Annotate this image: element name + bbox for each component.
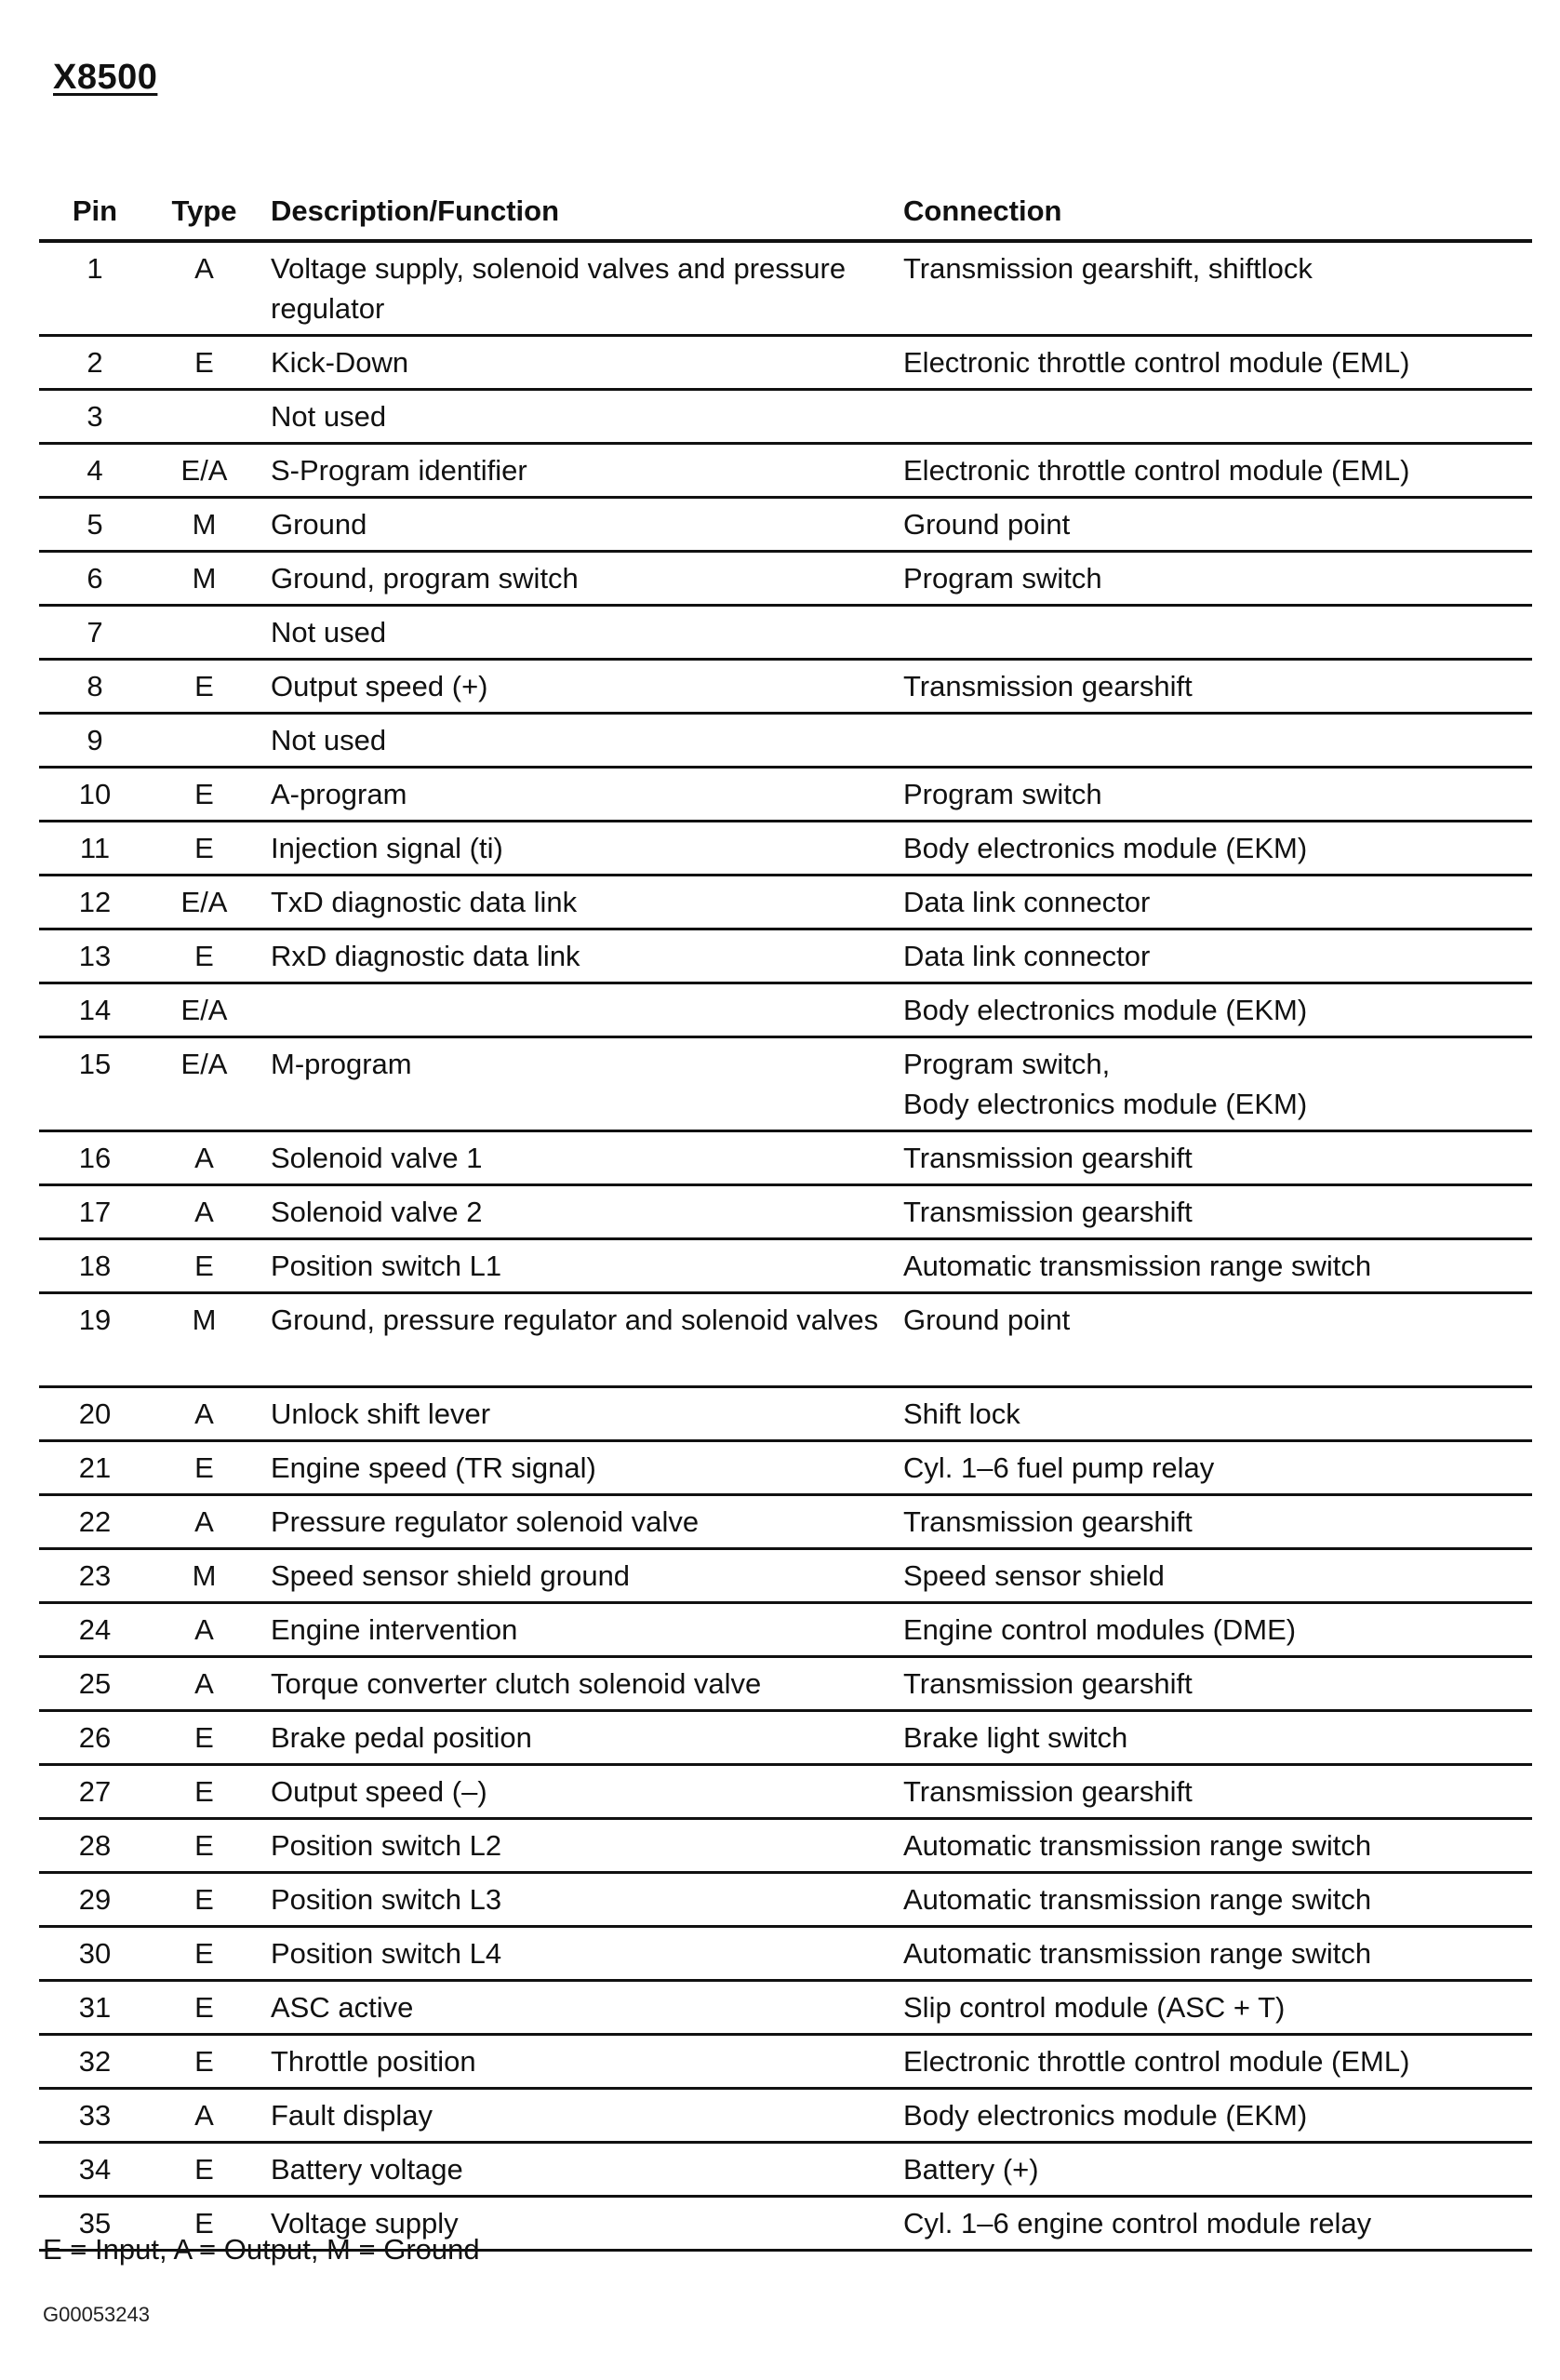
type-cell: A [151,1603,258,1657]
description-cell: Engine intervention [258,1603,890,1657]
connection-cell: Body electronics module (EKM) [890,983,1532,1037]
pin-cell: 22 [39,1495,151,1549]
table-row [39,1765,1532,1819]
connection-cell: Brake light switch [890,1711,1532,1765]
description-cell: A-program [258,768,890,822]
description-cell: Injection signal (ti) [258,822,890,876]
connection-cell: Slip control module (ASC + T) [890,1981,1532,2035]
table-row [39,1185,1532,1239]
description-cell: Position switch L2 [258,1819,890,1873]
pin-cell: 14 [39,983,151,1037]
table-row [39,498,1532,552]
type-cell: E [151,1239,258,1293]
table-row [39,1603,1532,1657]
description-cell: Ground [258,498,890,552]
table-row [39,336,1532,390]
table-row [39,714,1532,768]
type-cell [151,714,258,768]
type-cell: E [151,822,258,876]
pin-cell: 29 [39,1873,151,1927]
connection-cell: Transmission gearshift [890,1131,1532,1185]
table-row [39,552,1532,606]
connection-cell: Electronic throttle control module (EML) [890,444,1532,498]
connection-cell: Automatic transmission range switch [890,1239,1532,1293]
pin-cell: 5 [39,498,151,552]
pin-cell: 15 [39,1037,151,1131]
type-cell: E [151,660,258,714]
type-cell: E [151,1927,258,1981]
connection-cell: Body electronics module (EKM) [890,2089,1532,2143]
connection-cell: Battery (+) [890,2143,1532,2197]
table-row [39,1495,1532,1549]
type-cell: A [151,1495,258,1549]
connection-cell: Engine control modules (DME) [890,1603,1532,1657]
table-row [39,1293,1532,1387]
connection-cell: Shift lock [890,1387,1532,1441]
header-description: Description/Function [258,181,890,241]
connection-cell: Automatic transmission range switch [890,1927,1532,1981]
table-row [39,1441,1532,1495]
table-row [39,1873,1532,1927]
description-cell: Not used [258,390,890,444]
type-cell: M [151,1293,258,1387]
connection-cell [890,390,1532,444]
connection-cell [890,714,1532,768]
type-cell: E/A [151,444,258,498]
description-cell: Brake pedal position [258,1711,890,1765]
connection-cell: Electronic throttle control module (EML) [890,2035,1532,2089]
pin-cell: 9 [39,714,151,768]
description-cell: Ground, program switch [258,552,890,606]
pin-cell: 28 [39,1819,151,1873]
connection-cell: Ground point [890,1293,1532,1387]
description-cell: Unlock shift lever [258,1387,890,1441]
pin-cell: 6 [39,552,151,606]
type-cell: E [151,2143,258,2197]
description-cell: Speed sensor shield ground [258,1549,890,1603]
connection-cell: Automatic transmission range switch [890,1819,1532,1873]
description-cell: Pressure regulator solenoid valve [258,1495,890,1549]
pin-cell: 16 [39,1131,151,1185]
connection-cell: Program switch, Body electronics module (EKM) [890,1037,1532,1131]
pin-cell: 18 [39,1239,151,1293]
table-row [39,444,1532,498]
connection-cell: Transmission gearshift [890,1657,1532,1711]
table-row [39,768,1532,822]
pin-cell: 34 [39,2143,151,2197]
table-row [39,1927,1532,1981]
type-cell: E/A [151,876,258,929]
pin-cell: 19 [39,1293,151,1387]
type-cell: E/A [151,983,258,1037]
description-cell: ASC active [258,1981,890,2035]
description-cell: Position switch L4 [258,1927,890,1981]
connection-cell: Cyl. 1–6 engine control module relay [890,2197,1532,2251]
pin-cell: 17 [39,1185,151,1239]
connection-cell: Ground point [890,498,1532,552]
type-legend: E = Input, A = Output, M = Ground [43,2233,480,2266]
type-cell: M [151,552,258,606]
type-cell: E [151,1711,258,1765]
pin-cell: 27 [39,1765,151,1819]
description-cell: Solenoid valve 2 [258,1185,890,1239]
description-cell: Torque converter clutch solenoid valve [258,1657,890,1711]
header-pin: Pin [39,181,151,241]
description-cell [258,983,890,1037]
pin-cell: 11 [39,822,151,876]
type-cell: E [151,1441,258,1495]
connection-cell: Electronic throttle control module (EML) [890,336,1532,390]
type-cell: E [151,929,258,983]
description-cell: Not used [258,606,890,660]
pin-cell: 21 [39,1441,151,1495]
type-cell: E [151,1819,258,1873]
type-cell: E [151,336,258,390]
type-cell [151,390,258,444]
table-row [39,1819,1532,1873]
pin-cell: 30 [39,1927,151,1981]
type-cell: E [151,2197,258,2251]
table-row [39,1657,1532,1711]
connection-cell: Transmission gearshift [890,660,1532,714]
pin-cell: 23 [39,1549,151,1603]
connection-cell: Program switch [890,768,1532,822]
table-row [39,2089,1532,2143]
type-cell: E/A [151,1037,258,1131]
connection-cell [890,606,1532,660]
table-row [39,1387,1532,1441]
type-cell: M [151,1549,258,1603]
pin-rows [39,241,1532,2251]
description-cell: Throttle position [258,2035,890,2089]
connection-cell: Data link connector [890,876,1532,929]
connector-title: X8500 [53,58,158,97]
pin-cell: 2 [39,336,151,390]
table-row [39,606,1532,660]
table-row [39,1711,1532,1765]
type-cell: A [151,1657,258,1711]
pin-cell: 32 [39,2035,151,2089]
pin-cell: 26 [39,1711,151,1765]
pin-cell: 24 [39,1603,151,1657]
pin-cell: 12 [39,876,151,929]
type-cell: A [151,2089,258,2143]
table-row [39,2143,1532,2197]
description-cell: Battery voltage [258,2143,890,2197]
pin-cell: 13 [39,929,151,983]
description-cell: S-Program identifier [258,444,890,498]
type-cell: E [151,1981,258,2035]
connection-cell: Transmission gearshift [890,1765,1532,1819]
table-row [39,241,1532,336]
type-cell: M [151,498,258,552]
pin-cell: 35 [39,2197,151,2251]
type-cell: A [151,1387,258,1441]
connection-cell: Data link connector [890,929,1532,983]
type-cell: E [151,1873,258,1927]
pin-cell: 1 [39,241,151,336]
connection-cell: Speed sensor shield [890,1549,1532,1603]
pin-table [39,181,1532,2252]
description-cell: Position switch L1 [258,1239,890,1293]
description-cell: Not used [258,714,890,768]
pin-cell: 33 [39,2089,151,2143]
pin-cell: 20 [39,1387,151,1441]
table-row [39,822,1532,876]
table-row [39,1037,1532,1131]
table-header-row [39,181,1532,241]
figure-code: G00053243 [43,2303,150,2326]
connection-cell: Transmission gearshift [890,1495,1532,1549]
pin-cell: 7 [39,606,151,660]
pin-cell: 8 [39,660,151,714]
connection-cell: Automatic transmission range switch [890,1873,1532,1927]
type-cell [151,606,258,660]
type-cell: A [151,1185,258,1239]
table-row [39,2035,1532,2089]
description-cell: Voltage supply, solenoid valves and pressure regulator [258,241,890,336]
description-cell: Output speed (+) [258,660,890,714]
description-cell: Voltage supply [258,2197,890,2251]
table-row [39,1239,1532,1293]
description-cell: TxD diagnostic data link [258,876,890,929]
pin-cell: 3 [39,390,151,444]
type-cell: E [151,1765,258,1819]
table-row [39,1549,1532,1603]
table-row [39,390,1532,444]
table-row [39,876,1532,929]
table-row [39,1131,1532,1185]
description-cell: Solenoid valve 1 [258,1131,890,1185]
description-cell: M-program [258,1037,890,1131]
type-cell: A [151,1131,258,1185]
description-cell: Output speed (–) [258,1765,890,1819]
table-row [39,1981,1532,2035]
type-cell: E [151,2035,258,2089]
description-cell: Fault display [258,2089,890,2143]
connection-cell: Body electronics module (EKM) [890,822,1532,876]
type-cell: A [151,241,258,336]
connection-cell: Program switch [890,552,1532,606]
pin-cell: 10 [39,768,151,822]
connection-cell: Transmission gearshift [890,1185,1532,1239]
header-type: Type [151,181,258,241]
description-cell: Position switch L3 [258,1873,890,1927]
description-cell: Ground, pressure regulator and solenoid valves [258,1293,890,1387]
type-cell: E [151,768,258,822]
table-row [39,660,1532,714]
description-cell: Kick-Down [258,336,890,390]
pin-cell: 4 [39,444,151,498]
header-connection: Connection [890,181,1532,241]
pin-cell: 31 [39,1981,151,2035]
table-row [39,983,1532,1037]
connection-cell: Transmission gearshift, shiftlock [890,241,1532,336]
connection-cell: Cyl. 1–6 fuel pump relay [890,1441,1532,1495]
description-cell: RxD diagnostic data link [258,929,890,983]
pin-cell: 25 [39,1657,151,1711]
description-cell: Engine speed (TR signal) [258,1441,890,1495]
table-row [39,929,1532,983]
